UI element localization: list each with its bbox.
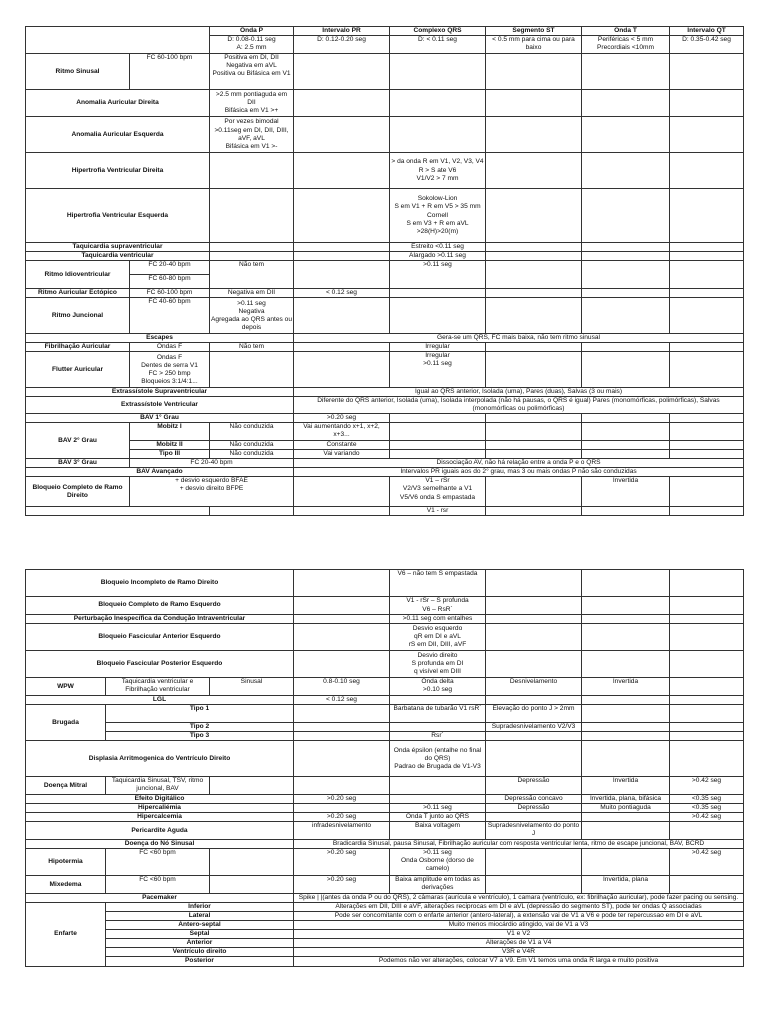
pacemaker-description: Spike | |(antes da onda P ou do QRS), 2 câmaras (aurícula e ventrículo), 1 camara (ventrículo, ex: fibrilhação auricular), pode fazer pacing ou sensing.: [294, 894, 744, 903]
rae-onda-p: Negativa em DII: [210, 289, 294, 298]
empty-cell: [390, 117, 486, 153]
empty-cell: [294, 243, 390, 252]
empty-cell: [582, 414, 670, 423]
rae-intervalo-pr: < 0.12 seg: [294, 289, 390, 298]
empty-cell: [670, 54, 744, 90]
empty-cell: [390, 795, 486, 804]
row-label-doenca-mitral: Doença Mitral: [26, 777, 106, 795]
junc-fc: FC 40-60 bpm: [130, 298, 210, 334]
row-label-bcre: Bloqueio Completo de Ramo Esquerdo: [26, 597, 294, 615]
brugada-tipo-1-label: Tipo 1: [106, 705, 294, 723]
empty-cell: [210, 243, 294, 252]
idio-onda-p: Não tem: [210, 261, 294, 289]
bird-complexo-qrs: V6 – não tem S empastada: [390, 570, 486, 597]
row-label-lgl: LGL: [26, 696, 294, 705]
bcrd-onda-t: Invertida: [582, 477, 670, 507]
empty-cell: [486, 732, 582, 741]
mitral-fc: Taquicardia Sinusal, TSV, ritmo juncional, BAV: [106, 777, 210, 795]
empty-cell: [486, 507, 582, 516]
dig-intervalo-pr: >0.20 seg: [294, 795, 390, 804]
empty-cell: [670, 423, 744, 441]
empty-cell: [210, 849, 294, 876]
empty-cell: [294, 90, 390, 117]
empty-cell: [486, 252, 582, 261]
empty-cell: [294, 54, 390, 90]
mix-intervalo-pr: >0.20 seg: [294, 876, 390, 894]
empty-cell: [486, 741, 582, 777]
empty-cell: [582, 723, 670, 732]
empty-cell: [582, 507, 670, 516]
empty-cell: [486, 298, 582, 334]
bfpe-complexo-qrs: Desvio direito S profunda em DI q visível em DIII: [390, 651, 486, 678]
row-label-bcrd: Bloqueio Completo de Ramo Direito: [26, 477, 130, 507]
empty-cell: [294, 252, 390, 261]
empty-cell: [670, 352, 744, 388]
mitral-onda-t: Invertida: [582, 777, 670, 795]
empty-cell: [390, 289, 486, 298]
empty-cell: [294, 615, 390, 624]
fa-onda-p: Não tem: [210, 343, 294, 352]
escapes-description: Gera-se um QRS, FC mais baixa, não tem ritmo sinusal: [294, 334, 744, 343]
wpw-onda-p: Sinusal: [210, 678, 294, 696]
bcrd-fc: + desvio esquerdo BFAE + desvio direito BFPE: [130, 477, 294, 507]
junc-onda-p: >0.11 seg Negativa Agregada ao QRS antes ou depois: [210, 298, 294, 334]
header-segmento-st: Segmento ST: [486, 27, 582, 36]
empty-cell: [294, 723, 390, 732]
empty-cell: [582, 597, 670, 615]
empty-cell: [670, 153, 744, 189]
empty-cell: [486, 696, 582, 705]
empty-cell: [670, 822, 744, 840]
lgl-intervalo-pr: < 0.12 seg: [294, 696, 390, 705]
empty-cell: [582, 624, 670, 651]
hiperca-intervalo-pr: >0.20 seg: [294, 813, 390, 822]
mix-onda-t: Invertida, plana: [582, 876, 670, 894]
empty-cell: [294, 153, 390, 189]
row-label-taquicardia-supraventricular: Taquicardia supraventricular: [26, 243, 210, 252]
row-label-extrassistole-ventricular: Extrassístole Ventricular: [26, 397, 294, 414]
bav1-intervalo-pr: >0.20 seg: [294, 414, 390, 423]
hipot-fc: FC <60 bpm: [106, 849, 210, 876]
empty-cell: [294, 352, 390, 388]
bcre-complexo-qrs: V1 - rSr – S profunda V6 – RsR´: [390, 597, 486, 615]
fa-fc: Ondas F: [130, 343, 210, 352]
empty-cell: [486, 153, 582, 189]
bav2-mobitz-2-pr: Constante: [294, 441, 390, 450]
row-label-hipercaliemia: Hipercaliémia: [26, 804, 294, 813]
empty-cell: [486, 849, 582, 876]
empty-cell: [670, 678, 744, 696]
empty-cell: [294, 741, 390, 777]
empty-cell: [294, 624, 390, 651]
mitral-intervalo-qt: >0.42 seg: [670, 777, 744, 795]
norm-intervalo-qt: D: 0.35-0.42 seg: [670, 36, 744, 54]
row-label-ritmo-idioventricular: Ritmo Idioventricular: [26, 261, 130, 289]
ritmo-sinusal-onda-p: Positiva em DI, DII Negativa em aVL Positiva ou Bifásica em V1: [210, 54, 294, 90]
empty-cell: [294, 651, 390, 678]
enfarte-sub-anterior: Anterior: [106, 939, 294, 948]
bav2-mobitz-1-label: Mobitz I: [130, 423, 210, 441]
empty-cell: [582, 261, 670, 289]
bav3-fc: FC 20-40 bpm: [130, 459, 294, 468]
hiperk-onda-t: Muito pontiaguda: [582, 804, 670, 813]
empty-cell: [390, 450, 486, 459]
empty-cell: [390, 414, 486, 423]
empty-cell: [294, 477, 390, 507]
empty-cell: [486, 597, 582, 615]
empty-cell: [670, 289, 744, 298]
empty-cell: [582, 153, 670, 189]
flutter-fc: Ondas F Dentes de serra V1 FC > 250 bmp Bloqueios 3:1/4:1...: [130, 352, 210, 388]
row-label-perturbacao-inespecifica: Perturbação Inespecífica da Condução Intraventricular: [26, 615, 294, 624]
fa-complexo-qrs: Irregular: [390, 343, 486, 352]
empty-cell: [294, 507, 390, 516]
empty-cell: [486, 352, 582, 388]
enfarte-antero-septal-description: Muito menos miocárdio atingido, vai de V1 a V3: [294, 921, 744, 930]
peric-complexo-qrs: Baixa voltagem: [390, 822, 486, 840]
hiperk-segmento-st: Depressão: [486, 804, 582, 813]
empty-cell: [486, 615, 582, 624]
row-label-ritmo-sinusal: Ritmo Sinusal: [26, 54, 130, 90]
brugada-tipo-1-qrs: Barbatana de tubarão V1 rsR´: [390, 705, 486, 723]
tsv-complexo-qrs: Estreito <0.11 seg: [390, 243, 486, 252]
empty-cell: [210, 252, 294, 261]
row-label-bird: Bloqueio Incompleto de Ramo Direito: [26, 570, 294, 597]
enfarte-sub-lateral: Lateral: [106, 912, 294, 921]
mitral-segmento-st: Depressão: [486, 777, 582, 795]
row-label-bav-avancado: BAV Avançado: [26, 468, 294, 477]
empty-cell: [582, 450, 670, 459]
empty-cell: [670, 651, 744, 678]
empty-cell: [486, 570, 582, 597]
empty-cell: [670, 741, 744, 777]
empty-cell: [582, 117, 670, 153]
empty-cell: [486, 90, 582, 117]
hiperk-intervalo-qt: <0.35 seg: [670, 804, 744, 813]
empty-cell: [670, 732, 744, 741]
row-label-hipercalcemia: Hipercalcemia: [26, 813, 294, 822]
empty-cell: [294, 261, 390, 289]
bav2-mobitz-2-onda-p: Não conduzida: [210, 441, 294, 450]
idio-fc-1: FC 20-40 bpm: [130, 261, 210, 275]
dns-description: Bradicardia Sinusal, pausa Sinusal, Fibrilhação auricular com resposta ventricular lenta, ritmo de escape juncional, BAV, BCRD: [294, 840, 744, 849]
dig-intervalo-qt: <0.35 seg: [670, 795, 744, 804]
brugada-tipo-2-st: Supradesnivelamento V2/V3: [486, 723, 582, 732]
empty-cell: [390, 777, 486, 795]
empty-cell: [486, 414, 582, 423]
empty-cell: [582, 441, 670, 450]
empty-cell: [670, 90, 744, 117]
hipot-intervalo-qt: >0.42 seg: [670, 849, 744, 876]
dig-onda-t: Invertida, plana, bifásica: [582, 795, 670, 804]
peric-segmento-st: Supradesnivelamento do ponto J: [486, 822, 582, 840]
empty-cell: [670, 570, 744, 597]
empty-cell: [582, 252, 670, 261]
row-label-wpw: WPW: [26, 678, 106, 696]
corner-cell: [26, 27, 210, 54]
bav2-tipo-3-pr: Vai variando: [294, 450, 390, 459]
empty-cell: [486, 813, 582, 822]
bcrd-complexo-qrs-2: V1 - rsr: [390, 507, 486, 516]
ecg-reference-table-page-1: [25, 26, 744, 516]
norm-onda-p: D: 0.08-0.11 seg A: 2.5 mm: [210, 36, 294, 54]
header-intervalo-qt: Intervalo QT: [670, 27, 744, 36]
bav2-mobitz-1-onda-p: Não conduzida: [210, 423, 294, 441]
empty-cell: [486, 117, 582, 153]
pic-complexo-qrs: >0.11 seg com entalhes: [390, 615, 486, 624]
empty-cell: [582, 705, 670, 723]
ritmo-sinusal-fc: FC 60-100 bpm: [130, 54, 210, 90]
row-label-hipertrofia-ventricular-direita: Hipertrofia Ventricular Direita: [26, 153, 210, 189]
row-label-mixedema: Mixedema: [26, 876, 106, 894]
davd-complexo-qrs: Onda épsilon (entalhe no final do QRS) Padrao de Brugada de V1-V3: [390, 741, 486, 777]
empty-cell: [210, 153, 294, 189]
hvd-complexo-qrs: > da onda R em V1, V2, V3, V4 R > S ate V6 V1/V2 > 7 mm: [390, 153, 486, 189]
ev-description: Diferente do QRS anterior, Isolada (uma), Isolada interpolada (não há pausas, o QRS é igual) Pares (monomórficas, polimórficas), Salvas (monomórficas ou polimórficas): [294, 397, 744, 414]
bcrd-complexo-qrs: V1 – rSr V2/V3 semelhante a V1 V5/V6 onda S empastada: [390, 477, 486, 507]
empty-cell: [390, 90, 486, 117]
hiperk-complexo-qrs: >0.11 seg: [390, 804, 486, 813]
rae-fc: FC 60-100 bpm: [130, 289, 210, 298]
peric-intervalo-pr: infradesnivelamento: [294, 822, 390, 840]
empty-cell: [210, 352, 294, 388]
empty-cell: [670, 705, 744, 723]
brugada-tipo-3-qrs: Rsr´: [390, 732, 486, 741]
brugada-tipo-2-label: Tipo 2: [106, 723, 294, 732]
wpw-onda-t: Invertida: [582, 678, 670, 696]
idio-fc-2: FC 60-80 bpm: [130, 275, 210, 289]
hve-complexo-qrs: Sokolow-Lion S em V1 + R em V5 > 35 mm Cornell S em V3 + R em aVL >28(H)>20(m): [390, 189, 486, 243]
enfarte-posterior-description: Podemos não ver alterações, colocar V7 a V9. Em V1 temos uma onda R larga e muito positiva: [294, 957, 744, 966]
empty-cell: [390, 423, 486, 441]
empty-cell: [210, 876, 294, 894]
bav-avancado-description: Intervalos PR iguais aos do 2° grau, mas 3 ou mais ondas P não são conduzidas: [294, 468, 744, 477]
empty-cell: [670, 441, 744, 450]
norm-segmento-st: < 0.5 mm para cima ou para baixo: [486, 36, 582, 54]
row-label-anomalia-auricular-esquerda: Anomalia Auricular Esquerda: [26, 117, 210, 153]
empty-cell: [294, 705, 390, 723]
header-onda-t: Onda T: [582, 27, 670, 36]
brugada-tipo-3-label: Tipo 3: [106, 732, 294, 741]
empty-cell: [294, 343, 390, 352]
row-label-anomalia-auricular-direita: Anomalia Auricular Direita: [26, 90, 210, 117]
wpw-segmento-st: Desnivelamento: [486, 678, 582, 696]
empty-cell: [670, 696, 744, 705]
bfae-complexo-qrs: Desvio esquerdo qR em DI e aVL rS em DII, DIII, aVF: [390, 624, 486, 651]
ecg-reference-table-page-2: [25, 569, 744, 967]
empty-cell: [390, 298, 486, 334]
row-label-hipotermia: Hipotermia: [26, 849, 106, 876]
empty-cell: [390, 723, 486, 732]
enfarte-sub-ventriculo-direito: Ventrículo direito: [106, 948, 294, 957]
row-label-ritmo-auricular-ectopico: Ritmo Auricular Ectópico: [26, 289, 130, 298]
enfarte-sub-posterior: Posterior: [106, 957, 294, 966]
header-intervalo-pr: Intervalo PR: [294, 27, 390, 36]
bav2-mobitz-2-label: Mobitz II: [130, 441, 210, 450]
norm-complexo-qrs: D: < 0.11 seg: [390, 36, 486, 54]
empty-cell: [294, 570, 390, 597]
row-label-extrassistole-supraventricular: Extrassístole Supraventricular: [26, 388, 294, 397]
empty-cell: [670, 624, 744, 651]
empty-cell: [486, 54, 582, 90]
empty-cell: [582, 813, 670, 822]
row-label-brugada: Brugada: [26, 705, 106, 741]
empty-cell: [670, 615, 744, 624]
empty-cell: [582, 289, 670, 298]
header-onda-p: Onda P: [210, 27, 294, 36]
empty-cell: [486, 450, 582, 459]
hipot-intervalo-pr: >0.20 seg: [294, 849, 390, 876]
dig-segmento-st: Depressão concavo: [486, 795, 582, 804]
empty-cell: [294, 298, 390, 334]
row-label-fibrilhacao-auricular: Fibrilhação Auricular: [26, 343, 130, 352]
enfarte-inferior-description: Alterações em DII, DIII e aVF, alterações reciprocas em DI e aVL (depressão do segmento ST), pode ter ondas Q associadas: [294, 903, 744, 912]
hiperca-intervalo-qt: >0.42 seg: [670, 813, 744, 822]
empty-cell: [582, 732, 670, 741]
empty-cell: [670, 876, 744, 894]
mix-fc: FC <60 bpm: [106, 876, 210, 894]
empty-cell: [294, 189, 390, 243]
tv-complexo-qrs: Alargado >0.11 seg: [390, 252, 486, 261]
bav3-description: Dissociação AV, não há relação entre a onda P e o QRS: [294, 459, 744, 468]
empty-cell: [210, 777, 294, 795]
row-label-flutter-auricular: Flutter Auricular: [26, 352, 130, 388]
aad-onda-p: >2.5 mm pontiaguda em DII Bifásica em V1 >+: [210, 90, 294, 117]
empty-cell: [294, 597, 390, 615]
empty-cell: [670, 597, 744, 615]
row-label-escapes: Escapes: [26, 334, 294, 343]
empty-cell: [582, 570, 670, 597]
norm-intervalo-pr: D: 0.12-0.20 seg: [294, 36, 390, 54]
enfarte-sub-septal: Septal: [106, 930, 294, 939]
empty-cell: [670, 252, 744, 261]
enfarte-septal-description: V1 e V2: [294, 930, 744, 939]
enfarte-sub-antero-septal: Antero-septal: [106, 921, 294, 930]
idio-complexo-qrs: >0.11 seg: [390, 261, 486, 289]
empty-cell: [582, 54, 670, 90]
brugada-tipo-1-st: Elevação do ponto J > 2mm: [486, 705, 582, 723]
bav2-mobitz-1-pr: Vai aumentando x+1, x+2, x+3...: [294, 423, 390, 441]
wpw-intervalo-pr: 0.8-0.10 seg: [294, 678, 390, 696]
empty-cell: [294, 804, 390, 813]
enfarte-lateral-description: Pode ser concomitante com o enfarte anterior (antero-lateral), a extensão vai de V1 a V6 e pode ter repercussao em DI e aVL: [294, 912, 744, 921]
empty-cell: [582, 822, 670, 840]
norm-onda-t: Periféricas < 5 mm Precordiais <10mm: [582, 36, 670, 54]
wpw-fc: Taquicardia ventricular e Fibrilhação ventricular: [106, 678, 210, 696]
empty-cell: [210, 507, 294, 516]
row-label-doenca-no-sinusal: Doença do Nó Sinusal: [26, 840, 294, 849]
empty-cell: [670, 117, 744, 153]
empty-cell: [670, 189, 744, 243]
empty-cell: [582, 90, 670, 117]
row-label-displasia-arritmogenica: Displasia Arritmogenica do Ventrículo Direito: [26, 741, 294, 777]
empty-cell: [486, 651, 582, 678]
empty-cell: [486, 876, 582, 894]
empty-cell: [670, 477, 744, 507]
bav2-tipo-3-label: Tipo III: [130, 450, 210, 459]
empty-cell: [390, 696, 486, 705]
empty-cell: [582, 243, 670, 252]
empty-cell: [582, 343, 670, 352]
row-label-hipertrofia-ventricular-esquerda: Hipertrofia Ventricular Esquerda: [26, 189, 210, 243]
flutter-complexo-qrs: Irregular >0.11 seg: [390, 352, 486, 388]
bav2-tipo-3-onda-p: Não conduzida: [210, 450, 294, 459]
empty-cell: [670, 298, 744, 334]
row-label-bav-2-grau: BAV 2° Grau: [26, 423, 130, 459]
empty-cell: [294, 117, 390, 153]
empty-cell: [486, 423, 582, 441]
empty-cell: [670, 414, 744, 423]
row-label-enfarte: Enfarte: [26, 903, 106, 966]
empty-cell: [582, 615, 670, 624]
empty-cell: [294, 732, 390, 741]
empty-cell: [670, 243, 744, 252]
empty-cell: [390, 441, 486, 450]
hipot-complexo-qrs: >0.11 seg Onda Osborne (dorso de camelo): [390, 849, 486, 876]
aae-onda-p: Por vezes bimodal >0.11seg em DI, DII, DIII, aVF, aVL Bifásica em V1 >-: [210, 117, 294, 153]
empty-cell: [390, 54, 486, 90]
empty-cell: [486, 189, 582, 243]
empty-cell: [582, 352, 670, 388]
row-label-bav-3-grau: BAV 3° Grau: [26, 459, 130, 468]
row-label-bfpe: Bloqueio Fascicular Posterior Esquerdo: [26, 651, 294, 678]
empty-cell: [670, 723, 744, 732]
empty-cell: [582, 696, 670, 705]
empty-cell: [294, 777, 390, 795]
empty-cell: [582, 741, 670, 777]
empty-cell: [582, 423, 670, 441]
row-label-ritmo-juncional: Ritmo Juncional: [26, 298, 130, 334]
row-label-bav-1-grau: BAV 1° Grau: [26, 414, 294, 423]
empty-cell: [486, 243, 582, 252]
row-label-efeito-digitalico: Efeito Digitálico: [26, 795, 294, 804]
enfarte-sub-inferior: Inferior: [106, 903, 294, 912]
empty-cell: [486, 477, 582, 507]
empty-cell: [670, 450, 744, 459]
empty-cell: [486, 441, 582, 450]
empty-cell: [486, 261, 582, 289]
wpw-complexo-qrs: Onda delta >0.10 seg: [390, 678, 486, 696]
enfarte-ventriculo-direito-description: V3R e V4R: [294, 948, 744, 957]
empty-cell: [210, 189, 294, 243]
row-label-pacemaker: Pacemaker: [26, 894, 294, 903]
empty-cell: [26, 507, 210, 516]
header-complexo-qrs: Complexo QRS: [390, 27, 486, 36]
empty-cell: [486, 289, 582, 298]
enfarte-anterior-description: Alterações de V1 a V4: [294, 939, 744, 948]
row-label-bfae: Bloqueio Fascicular Anterior Esquerdo: [26, 624, 294, 651]
empty-cell: [670, 261, 744, 289]
row-label-taquicardia-ventricular: Taquicardia ventricular: [26, 252, 210, 261]
empty-cell: [582, 849, 670, 876]
hiperca-complexo-qrs: Onda T junto ao QRS: [390, 813, 486, 822]
esv-description: Igual ao QRS anterior, Isolada (uma), Pares (duas), Salvas (3 ou mais): [294, 388, 744, 397]
empty-cell: [670, 507, 744, 516]
empty-cell: [582, 651, 670, 678]
row-label-pericardite-aguda: Pericardite Aguda: [26, 822, 294, 840]
empty-cell: [486, 624, 582, 651]
empty-cell: [582, 298, 670, 334]
empty-cell: [486, 343, 582, 352]
mix-complexo-qrs: Baixa amplitude em todas as derivações: [390, 876, 486, 894]
empty-cell: [582, 189, 670, 243]
empty-cell: [670, 343, 744, 352]
